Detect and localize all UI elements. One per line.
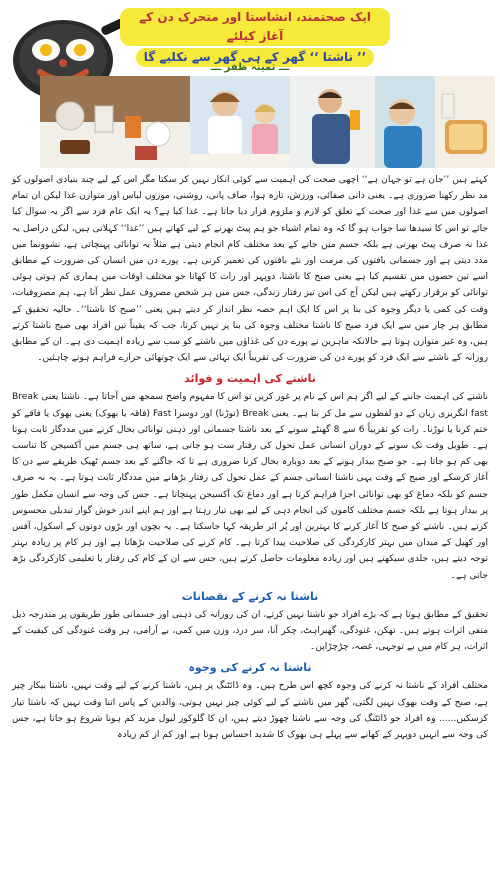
breakfast-photo-collage xyxy=(40,76,495,168)
headline-line-1: ایک صحتمند، انشاستا اور متحرک دن کے آغاز کیلئے xyxy=(120,8,390,46)
article-header xyxy=(0,0,500,170)
section-title-importance: ناشتے کی اہمیت و فوائد xyxy=(184,372,316,386)
author-byline: ـــ ثمینہ ظفر ـــ xyxy=(210,62,290,73)
headline-line-2: ’’ ناشتا ‘‘ گھر کے ہی گھر سے نکلیے گا xyxy=(136,48,375,67)
section-title-harms: ناشتا نہ کرنے کے نقصانات xyxy=(181,589,319,603)
section-title-reasons: ناشتا نہ کرنے کی وجوہ xyxy=(188,661,312,675)
intro-paragraph: کہتے ہیں ’’جان ہے تو جہان ہے‘‘ اچھی صحت کی اہمیت سے کوئی انکار نہیں کر سکتا مگر اس کے لیے چند بنیادی اصولوں کو مد نظر رکھنا ضروری ہے۔ یعنی ذاتی صفائی، ورزش، تازہ ہوا، صاف پانی، روشنی، موزوں لباس اور متوازن غذا لیکن ان تمام اصولوں میں سے غذا اور صحت کے تعلق کو لازم و ملزوم قرار دیا جاتا ہے۔ غذا کیا ہے؟ یہ ایک عام فرد سے اگر یہ سوال کیا جائے تو اس کا سیدھا سا جواب ہو گا کہ وہ تمام اشیاء جو ہم پیٹ بھرنے کے لیے کھاتے ہیں ’’غذا‘‘ کہلاتی ہیں، لیکن دراصل یہ غذا نہ صرف پیٹ بھرتی ہے بلکہ جسم میں جانے کے بعد مختلف کام انجام دیتی ہے مثلاً یہ توانائی پہنچاتی ہے، نشوونما میں مدد دیتی ہے اور جسمانی بافتوں کی مرمت اور نئے بافتوں کی تعمیر کرتی ہے۔ پورے دن میں انسان کی ضرورت کے مطابق اسے تین حصوں میں تقسیم کیا ہے یعنی صبح کا ناشتا، دوپہر اور رات کا کھانا جو مختلف اوقات میں ہماری کم ہوتی ہوئی توانائی کو برقرار رکھتے ہیں لیکن آج کی اس تیز رفتار زندگی، جس میں ہر شخص مصروف عمل نظر آتا ہے، ہم مصروفیات، وقت کی کمی یا دیگر وجوہ کی بنا پر اس کا ایک اہم حصہ نظر انداز کر دیتے ہیں یعنی ’’صبح کا ناشتا‘‘۔ حالیہ تحقیق کے مطابق ہر چار میں سے ایک فرد صبح کا ناشتا مختلف وجوہ کی بنا پر نہیں کرتا، جب کہ یقیناً تین افراد بھی صبح ناشتا کرتے ہیں، وہ غیر متوازن ہوتا ہے حالانکہ ماہرین نے پورے دن کی غذاؤں میں ناشتے کو سب سے زیادہ اہمیت دی ہے۔ ان کے مطابق روزانہ کے ناشتے سے ایک فرد کو پورے دن کی ضرورت کی تقریباً ایک تہائی سے ایک چوتھائی حرارے فراہم ہونے چاہئیں۔ xyxy=(12,175,488,364)
headline-banner xyxy=(120,6,390,66)
reasons-paragraph: مختلف افراد کے ناشتا نہ کرنے کی وجوہ کچھ اس طرح ہیں۔ وہ ڈائٹنگ پر ہیں، ناشتا کرنے کے لیے وقت نہیں، ناشتا بیکار چیز ہے، صبح کے وقت بھوک نہیں لگتی، گھر میں ناشتے کے لیے کوئی چیز نہیں ہوتی، والدین کے پاس اتنا وقت نہیں کہ ناشتا تیار کرسکیں...... وہ افراد جو ڈائٹنگ کی وجہ سے ناشتا چھوڑ دیتے ہیں، ان کا گلوکوز لیول مزید کم ہونا شروع ہو جاتا ہے، جس کی وجہ سے انہیں دوپہر کے کھانے سے پہلے ہی بھوک کا شدید احساس ہوتا ہے اور کم از کم زیادہ xyxy=(12,681,488,741)
harms-paragraph: تحقیق کے مطابق ہوتا ہے کہ بڑے افراد جو ناشتا نہیں کرتے، ان کی روزانہ کی ذہنی اور جسمانی طور طریقوں پر مندرجہ ذیل منفی اثرات ہوتے ہیں۔ تھکن، غنودگی، گھبراہٹ، چکر آنا، سر درد، وزن میں کمی، بے آرامی، ہر وقت غنودگی کی کیفیت کے اثرات، ہر کام میں بے توجہی، غصہ، چڑچڑاپن۔ xyxy=(12,609,488,653)
importance-paragraph: ناشتے کی اہمیت جاننے کے لیے اگر ہم اس کے نام پر غور کریں تو اس کا مفہوم واضح سمجھ میں آجاتا ہے۔ ناشتا یعنی Break fast انگریزی زبان کے دو لفظوں سے مل کر بنا ہے۔ یعنی Break (توڑنا) اور دوسرا Fast (فاقہ یا بھوک) یعنی بھوک یا فاقے کو ختم کرنا یا توڑنا۔ رات کو تقریباً 6 سے 8 گھنٹے سونے کے بعد ناشتا جسمانی اور ذہنی توانائی بحال کرنے میں مددگار ثابت ہوتا ہے۔ طویل وقت تک سونے کے دوران انسانی عمل تحول کی رفتار ست ہو جاتی ہے، ساتھ ہی جسم میں آکسیجن کا تناسب بھی کم ہو جاتا ہے۔ جو صبح بیدار ہونے کے بعد دوبارہ بحال کرنا ضروری ہے تا کہ جاگنے کے بعد جسم ٹھیک طریقے سے دن کا آغاز کرسکے اور صبح کے وقت یہی ناشتا انسانی جسم کے عمل تحول کی رفتار بڑھانے میں مددگار ثابت ہوتا ہے۔ یہ نہ صرف جسم کو بلکہ دماغ کو بھی توانائی اجزا فراہم کرتا ہے اور دماغ تک آکسیجن پہنچاتا ہے۔ جس کی وجہ سے انسان مکمل طور پر بیدار ہوتا ہے بلکہ جسم مختلف کاموں کی انجام دہی کے لیے بھی تیار رہتا ہے اور ہم اپنے اندر خوش گوار تبدیلی محسوس کرتے ہیں۔ ناشتے کو صبح کا آغاز کرنے کا بہترین اور پُر اثر طریقہ کہا جاسکتا ہے۔ یہ بچوں اور بڑوں دونوں کے اسکول، آفس اور کھیل کے میدان میں بہتر کارکردگی کی صلاحیت پیدا کرتا ہے۔ کام کرنے کی صلاحیت بڑھاتا ہے اور ہر کام پر زیادہ بہتر توجہ دیتے ہیں، جلدی سیکھتے ہیں اور زیادہ معلومات حاصل کرتے ہیں، جس سے ان کے کام کی رفتار یا تعلیمی کارکردگی بڑھ جاتی ہے۔ xyxy=(12,392,488,581)
article-body xyxy=(0,172,500,747)
